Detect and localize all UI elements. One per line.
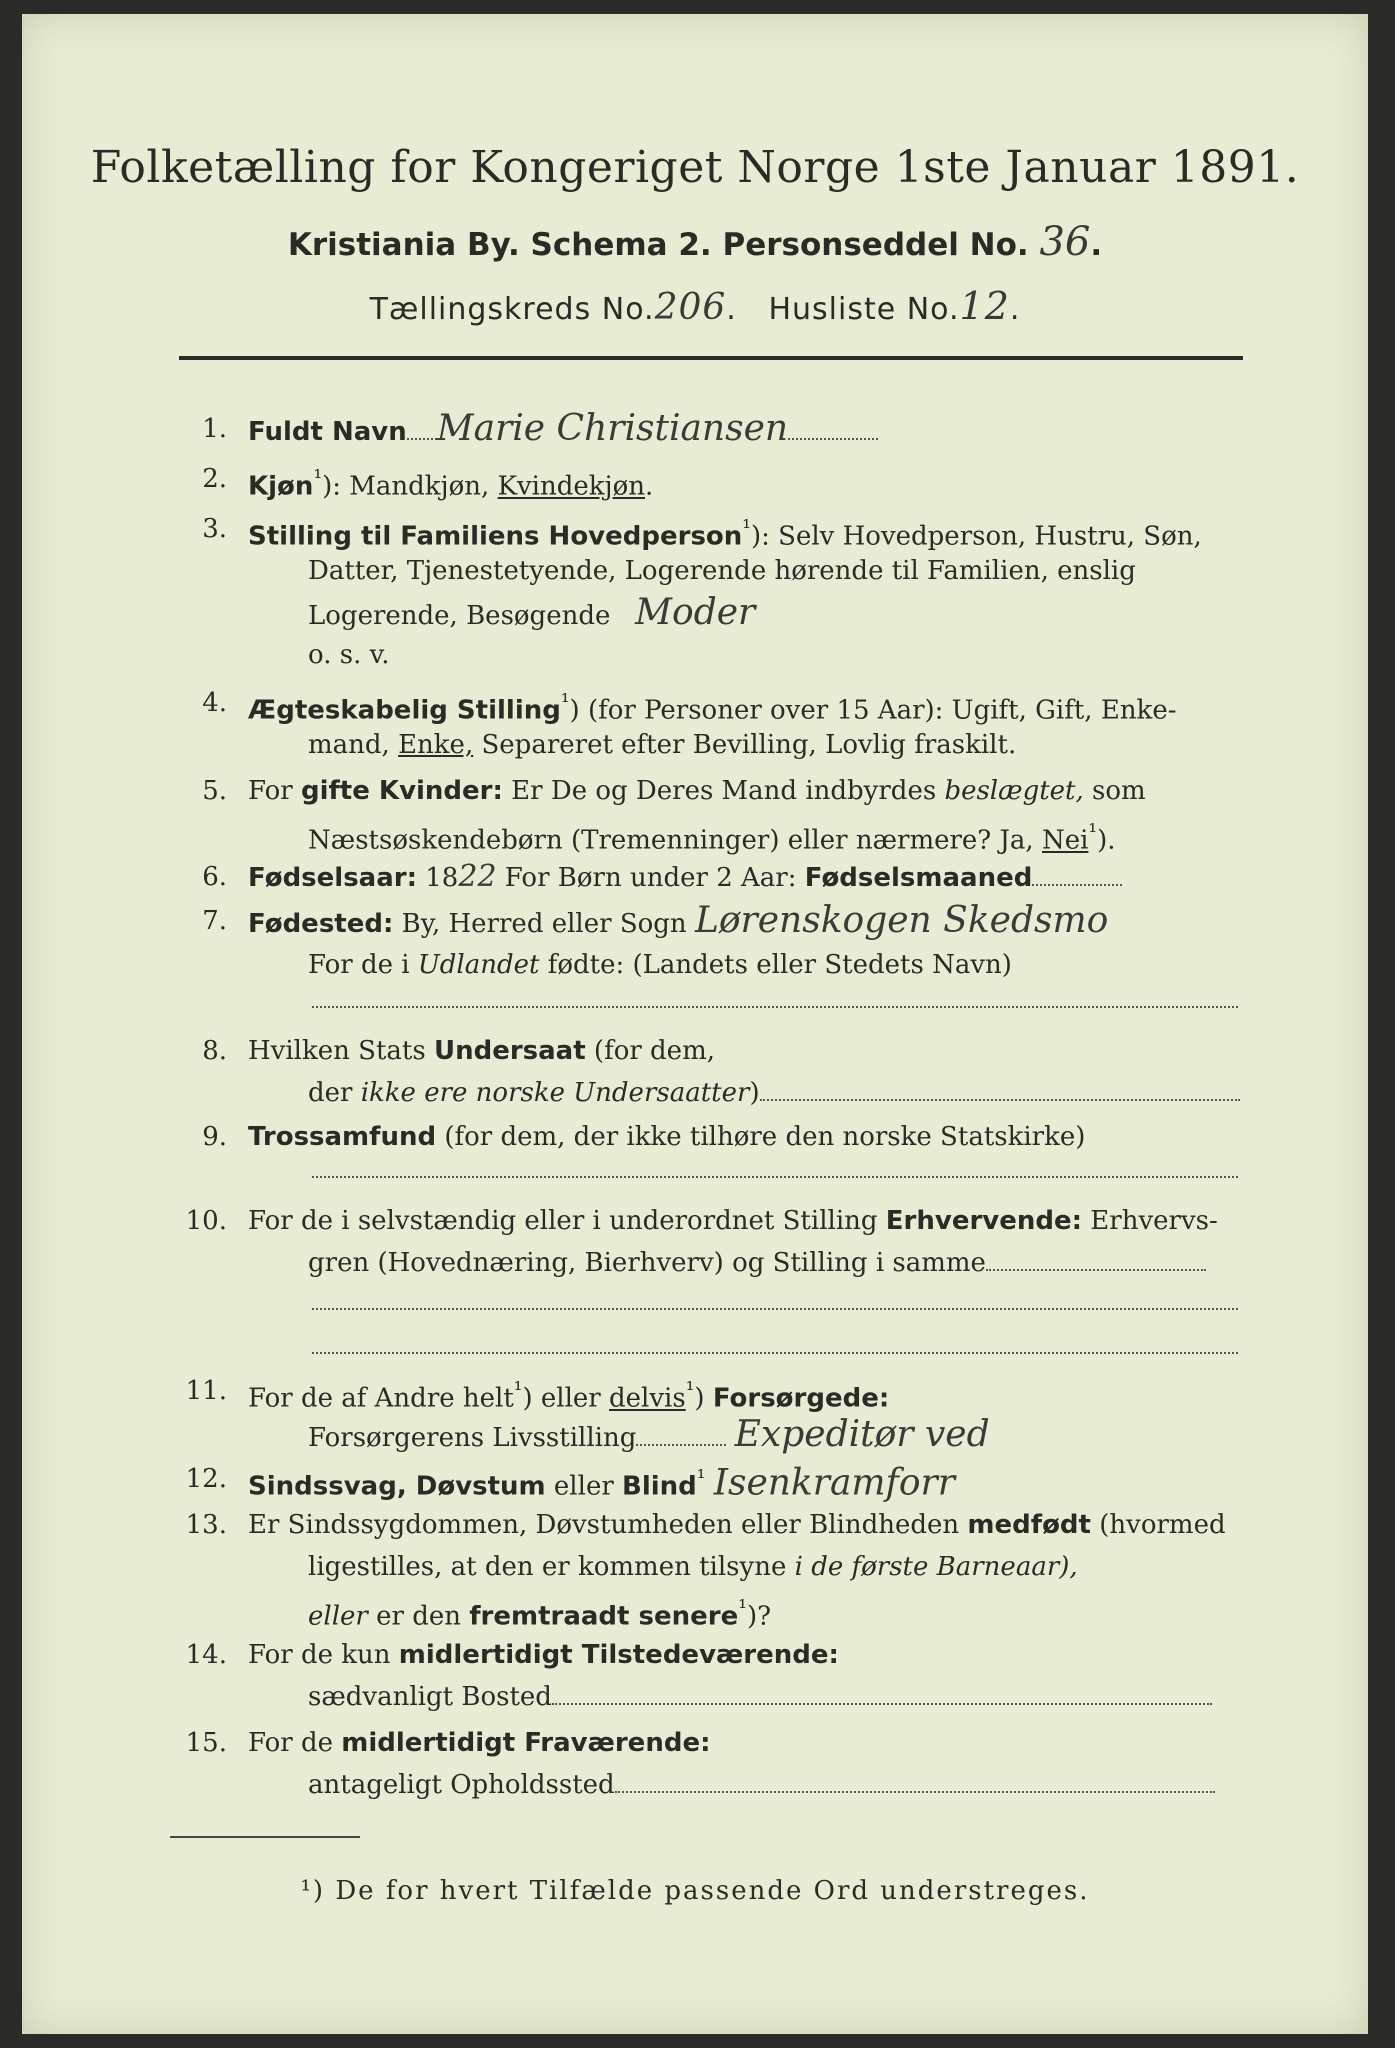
blank-line xyxy=(312,1004,1238,1008)
full-name-value: Marie Christiansen xyxy=(436,408,789,449)
marital-status-selected: Enke, xyxy=(398,730,474,760)
husliste-number: 12 xyxy=(959,284,1010,328)
birth-year-value: 22 xyxy=(458,859,497,894)
header-divider xyxy=(179,356,1243,360)
form-title: Folketælling for Kongeriget Norge 1ste Januar 1891. xyxy=(90,142,1300,193)
position-value: Moder xyxy=(635,592,756,633)
personseddel-number: 36 xyxy=(1039,219,1091,265)
provider-occupation-value: Expeditør ved xyxy=(734,1414,990,1455)
taellingskreds-number: 206 xyxy=(654,287,727,328)
census-form: Folketælling for Kongeriget Norge 1ste Januar 1891. Kristiania By. Schema 2. Personseddel No. 36. Tællingskreds No.206. Husliste No.12. 1. Fuldt Navn Marie Christiansen 2. Kjøn$^{^1}$): Mandkjøn, Kvindekjøn. 3. Stilling til Familiens Hovedperson$^{^1}$): Selv Hovedperson, Hustru, Søn, Datter, Tjenestetyende, Logerende hørende til Familien, enslig Logerende, Besøgende Moder o. s. v. 4. Ægteskabelig Stilling$^{^1}$) (for Personer over 15 Aar): Ugift, Gift, Enke- mand, Enke, Separeret efter Bevilling, Lovlig fraskilt. 5. For gifte Kvinder: Er De og Deres Mand indbyrdes beslægtet, som Næstsøskendebørn (Tremenninger) eller nærmere? Ja, Nei$^{^1}$). 6. Fødselsaar: 1822 For Børn under 2 Aar: Fødselsmaaned 7. Fødested: By, Herred eller Sogn Lørenskogen Skedsmo For de i Udlandet fødte: (Landets eller Stedets Navn) 8. Hvilken Stats Undersaat (for dem, der ikke ere norske Undersaatter) 9. Trossamfund (for dem, der ikke tilhøre den norske Statskirke) 10. For de i selvstændig eller i underordnet Stilling Erhvervende: Erhvervs- gren (Hovednæring, Bierhverv) og Stilling i samme 11. For de af Andre helt$^{^1}$) eller delvis$^{^1}$) Forsørgede: Forsørgerens Livsstilling Expeditør ved 12. Sindssvag, Døvstum eller Blind$^{^1}$ Isenkramforr 13. Er Sindssygdommen, Døvstumheden eller Blindheden medfødt (hvormed ligestilles, at den er kommen tilsyne i de første Barneaar), eller er den fremtraadt senere$^{^1}$)? 14. For de kun midlertidigt Tilstedeværende: sædvanligt Bosted 15. For de midlertidigt Fraværende: antageligt Opholdssted ¹) De for hvert Tilfælde passende Ord understreges. xyxy=(22,14,1368,2034)
district-line: Tællingskreds No.206. Husliste No.12. xyxy=(369,284,1021,328)
footnote: ¹) De for hvert Tilfælde passende Ord understreges. xyxy=(300,1876,1090,1906)
blank-line xyxy=(312,1174,1238,1178)
blank-line xyxy=(312,1350,1238,1354)
q12-value: Isenkramforr xyxy=(713,1462,955,1504)
birthplace-value: Lørenskogen Skedsmo xyxy=(694,900,1109,941)
blank-line xyxy=(312,1306,1238,1310)
schema-line: Kristiania By. Schema 2. Personseddel No. 36. xyxy=(287,219,1103,265)
footnote-divider xyxy=(170,1836,360,1838)
